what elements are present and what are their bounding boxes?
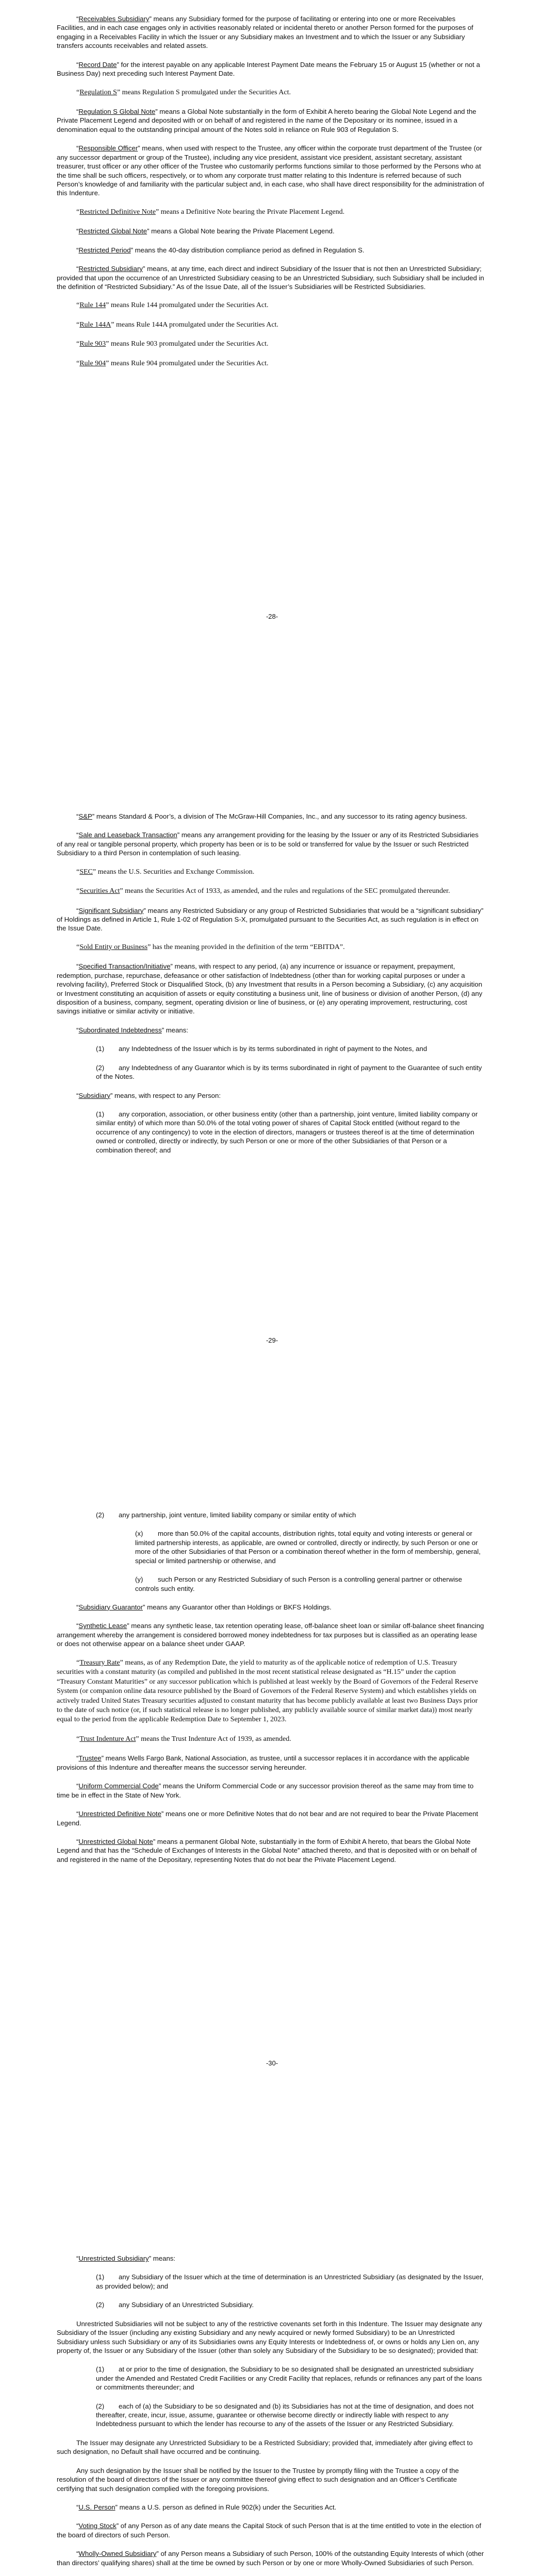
list-item: (y) such Person or any Restricted Subsidiary of such Person is a controlling general partner or otherwise controls such entity.	[135, 1575, 463, 1592]
list-item: (2) each of (a) the Subsidiary to be so designated and (b) its Subsidiaries has not at the time of designation, and does not thereafter, create, incur, issue, assume, guarantee or otherwise become directly or indirectly liable with respect to any Indebtedness pursuant to which the lender has recourse to any of the assets of the Issuer or any Restricted Subsidiary.	[96, 2402, 474, 2428]
page-number: -28-	[266, 613, 278, 620]
definition-us-person: “U.S. Person” means a U.S. person as defined in Rule 902(k) under the Securities Act.	[76, 2503, 337, 2512]
page-28-content	[57, 14, 485, 378]
definition-responsible-officer: “Responsible Officer” means, when used with respect to the Trustee, any officer within the corporate trust department of the Trustee (or any successor department or group of the Trustee), including any vice president, assistant vice president, assistant secretary, assistant treasurer, trust officer or any other officer of the Trustee who customarily performs functions similar to those performed by the Persons who at the time shall be such officers, respectively, or to whom any corporate trust matter relating to this Indenture is referred because of such Person’s knowledge of and familiarity with the particular subject and, in each case, who shall have direct responsibility for the administration of this Indenture.	[57, 144, 484, 197]
definition-unrestricted-definitive-note: “Unrestricted Definitive Note” means one or more Definitive Notes that do not bear and are not required to bear the Private Placement Legend.	[57, 1810, 479, 1827]
page-30-content	[57, 1511, 485, 1874]
definition-sale-and-leaseback: “Sale and Leaseback Transaction” means any arrangement providing for the leasing by the Issuer or any of its Restricted Subsidiaries of any real or tangible personal property, which property has been or is to be sold or transferred for value by the Issuer or such Restricted Subsidiary to a third Person in contemplation of such leasing.	[57, 831, 479, 857]
definition-trustee: “Trustee” means Wells Fargo Bank, National Association, as trustee, until a successor replaces it in accordance with the applicable provisions of this Indenture and thereafter means the successor serving hereunder.	[57, 1754, 470, 1771]
definition-subsidiary: “Subsidiary” means, with respect to any Person:	[76, 1091, 221, 1099]
definition-subsidiary-guarantor: “Subsidiary Guarantor” means any Guarantor other than Holdings or BKFS Holdings.	[76, 1603, 332, 1611]
list-item: (x) more than 50.0% of the capital accounts, distribution rights, total equity and voting interests or general or limited partnership interests, as applicable, are owned or controlled, directly or indirectly, by such Person or one or more of the other Subsidiaries of that Person or a combination thereof whether in the form of membership, general, special or limited partnership or otherwise, and	[135, 1530, 481, 1565]
definition-restricted-global-note: “Restricted Global Note” means a Global Note bearing the Private Placement Legend.	[76, 227, 335, 235]
definition-synthetic-lease: “Synthetic Lease” means any synthetic lease, tax retention operating lease, off-balance sheet loan or similar off-balance sheet financing arrangement whereby the arrangement is considered borrowed money indebtedness for tax purposes but is classified as an operating lease or does not otherwise appear on a balance sheet under GAAP.	[57, 1622, 484, 1648]
definition-voting-stock: “Voting Stock” of any Person as of any date means the Capital Stock of such Person that is at the time entitled to vote in the election of the board of directors of such Person.	[57, 2522, 482, 2539]
list-item: (1) any Indebtedness of the Issuer which is by its terms subordinated in right of payment to the Notes, and	[96, 1045, 427, 1053]
definition-unrestricted-subsidiary: “Unrestricted Subsidiary” means:	[76, 2255, 176, 2262]
definition-significant-subsidiary: “Significant Subsidiary” means any Restricted Subsidiary or any group of Restricted Subsidiaries that would be a “significant subsidiary” of Holdings as defined in Article 1, Rule 1-02 of Regulation S-X, promulgated pursuant to the Securities Act, as such regulation is in effect on the Issue Date.	[57, 906, 484, 933]
definition-rule-144: “Rule 144” means Rule 144 promulgated under the Securities Act.	[76, 301, 269, 310]
definition-receivables-subsidiary: “Receivables Subsidiary” means any Subsidiary formed for the purpose of facilitating or entering into one or more Receivables Facilities, and in each case engages only in activities reasonably related or incidental thereto or another Person formed for the purposes of engaging in a Receivables Facility in which the Issuer or any Subsidiary makes an Investment and to which the Issuer or any Subsidiary transfers accounts receivables and related assets.	[57, 15, 473, 50]
definition-rule-144a: “Rule 144A” means Rule 144A promulgated under the Securities Act.	[76, 320, 278, 329]
definition-uniform-commercial-code: “Uniform Commercial Code” means the Uniform Commercial Code or any successor provision thereof as the same may from time to time be in effect in the State of New York.	[57, 1782, 474, 1799]
page-31-content	[57, 2254, 485, 2576]
body-paragraph: Unrestricted Subsidiaries will not be subject to any of the restrictive covenants set forth in this Indenture. The Issuer may designate any Subsidiary of the Issuer (including any existing Subsidiary and any newly acquired or newly formed Subsidiary) to be an Unrestricted Subsidiary unless such Subsidiary or any of its Subsidiaries owns any Equity Interests or Indebtedness of, or owns or holds any Lien on, any property of, the Issuer or any Subsidiary of the Issuer (other than solely any Subsidiary of the Subsidiary to be so designated); provided that:	[57, 2319, 483, 2354]
definition-regulation-s: “Regulation S” means Regulation S promulgated under the Securities Act.	[76, 88, 291, 96]
definition-regulation-s-global-note: “Regulation S Global Note” means a Global Note substantially in the form of Exhibit A hereto bearing the Global Note Legend and the Private Placement Legend and deposited with or on behalf of and registered in the name of the Depositary or its nominee, issued in a denomination equal to the outstanding principal amount of the Notes sold in reliance on Rule 903 of Regulation S.	[57, 108, 476, 133]
body-paragraph: The Issuer may designate any Unrestricted Subsidiary to be a Restricted Subsidiary; provided that, immediately after giving effect to such designation, no Default shall have occurred and be continuing.	[57, 2438, 473, 2456]
definition-unrestricted-global-note: “Unrestricted Global Note” means a permanent Global Note, substantially in the form of Exhibit A hereto, that bears the Global Note Legend and that has the “Schedule of Exchanges of Interests in the Global Note” attached thereto, and that is deposited with or on behalf of and registered in the name of the Depositary, representing Notes that do not bear the Private Placement Legend.	[57, 1837, 477, 1863]
definition-treasury-rate: “Treasury Rate” means, as of any Redemption Date, the yield to maturity as of the applicable notice of redemption of U.S. Treasury securities with a constant maturity (as compiled and published in the most recent statistical release designated as “H.15” under the caption “Treasury Constant Maturities” or any successor publication which is published at least weekly by the Board of Governors of the Federal Reserve System (or companion online data resource published by the Board of Governors of the Federal Reserve System) and which establishes yields on actively traded United States Treasury securities adjusted to constant maturity that has become publicly available at least two Business Days prior to the date of such notice (or, if such statistical release is no longer published, any publicly available source of similar market data)) most nearly equal to the period from the applicable Redemption Date to September 1, 2023.	[57, 1658, 479, 1724]
definition-trust-indenture-act: “Trust Indenture Act” means the Trust Indenture Act of 1939, as amended.	[76, 1735, 291, 1743]
body-paragraph: Any such designation by the Issuer shall be notified by the Issuer to the Trustee by promptly filing with the Trustee a copy of the resolution of the board of directors of the Issuer or any committee thereof giving effect to such designation and an Officer’s Certificate certifying that such designation complied with the foregoing provisions.	[57, 2466, 459, 2493]
page-number: -29-	[266, 1336, 278, 1344]
definition-sec: “SEC” means the U.S. Securities and Exchange Commission.	[76, 868, 255, 876]
definition-rule-903: “Rule 903” means Rule 903 promulgated under the Securities Act.	[76, 340, 269, 348]
definition-wholly-owned-subsidiary: “Wholly-Owned Subsidiary” of any Person means a Subsidiary of such Person, 100% of the outstanding Equity Interests of which (other than directors’ qualifying shares) shall at the time be owned by such Person or by one or more Wholly-Owned Subsidiaries of such Person.	[57, 2550, 484, 2567]
definition-sold-entity: “Sold Entity or Business” has the meaning provided in the definition of the term “EBITDA”.	[76, 943, 345, 951]
page-29-content	[57, 812, 485, 1164]
list-item: (2) any Subsidiary of an Unrestricted Subsidiary.	[96, 2301, 254, 2309]
list-item: (1) any Subsidiary of the Issuer which at the time of determination is an Unrestricted Subsidiary (as designated by the Issuer, as provided below); and	[96, 2273, 484, 2290]
list-item: (2) any partnership, joint venture, limited liability company or similar entity of which	[96, 1511, 356, 1519]
list-item: (2) any Indebtedness of any Guarantor which is by its terms subordinated in right of payment to the Guarantee of such entity of the Notes.	[96, 1063, 482, 1081]
definition-record-date: “Record Date” for the interest payable on any applicable Interest Payment Date means the February 15 or August 15 (whether or not a Business Day) next preceding such Interest Payment Date.	[57, 60, 480, 78]
definition-securities-act: “Securities Act” means the Securities Act of 1933, as amended, and the rules and regulations of the SEC promulgated thereunder.	[76, 887, 450, 895]
definition-sp: “S&P” means Standard & Poor’s, a division of The McGraw-Hill Companies, Inc., and any successor to its rating agency business.	[76, 812, 467, 820]
definition-subordinated-indebtedness: “Subordinated Indebtedness” means:	[76, 1026, 189, 1034]
definition-restricted-subsidiary: “Restricted Subsidiary” means, at any time, each direct and indirect Subsidiary of the Issuer that is not then an Unrestricted Subsidiary; provided that upon the occurrence of an Unrestricted Subsidiary ceasing to be an Unrestricted Subsidiary, such Subsidiary shall be included in the definition of “Restricted Subsidiary.” As of the Issue Date, all of the Issuer’s Subsidiaries will be Restricted Subsidiaries.	[57, 265, 484, 291]
definition-restricted-period: “Restricted Period” means the 40-day distribution compliance period as defined in Regulation S.	[76, 246, 365, 254]
list-item: (1) at or prior to the time of designation, the Subsidiary to be so designated shall be designated an unrestricted subsidiary under the Amended and Restated Credit Facilities or any Credit Facility that replaces, refunds or refinances any part of the loans or commitments thereunder; and	[96, 2365, 482, 2392]
definition-specified-transaction: “Specified Transaction/Initiative” means, with respect to any period, (a) any incurrence or issuance or repayment, prepayment, redemption, purchase, repurchase, defeasance or other satisfaction of Indebtedness (other than for working capital purposes or under a revolving facility), Preferred Stock or Disqualified Stock, (b) any Investment that results in a Person becoming a Subsidiary, (c) any acquisition or Investment constituting an acquisition of assets or equity constituting a business unit, line of business or division of another Person, (d) any disposition of a business, company, segment, operating division or line of business, or (e) any operating improvement, restructuring, cost savings initiative or similar activity or initiative.	[57, 962, 483, 1015]
page-number: -30-	[266, 2059, 278, 2067]
definition-restricted-definitive-note: “Restricted Definitive Note” means a Definitive Note bearing the Private Placement Legend.	[76, 208, 345, 216]
definition-rule-904: “Rule 904” means Rule 904 promulgated under the Securities Act.	[76, 359, 269, 367]
list-item: (1) any corporation, association, or other business entity (other than a partnership, joint venture, limited liability company or similar entity) of which more than 50.0% of the total voting power of shares of Capital Stock entitled (without regard to the occurrence of any contingency) to vote in the election of directors, managers or trustees thereof is at the time of determination owned or controlled, directly or indirectly, by such Person or one or more of the other Subsidiaries of that Person or a combination thereof; and	[96, 1110, 478, 1154]
